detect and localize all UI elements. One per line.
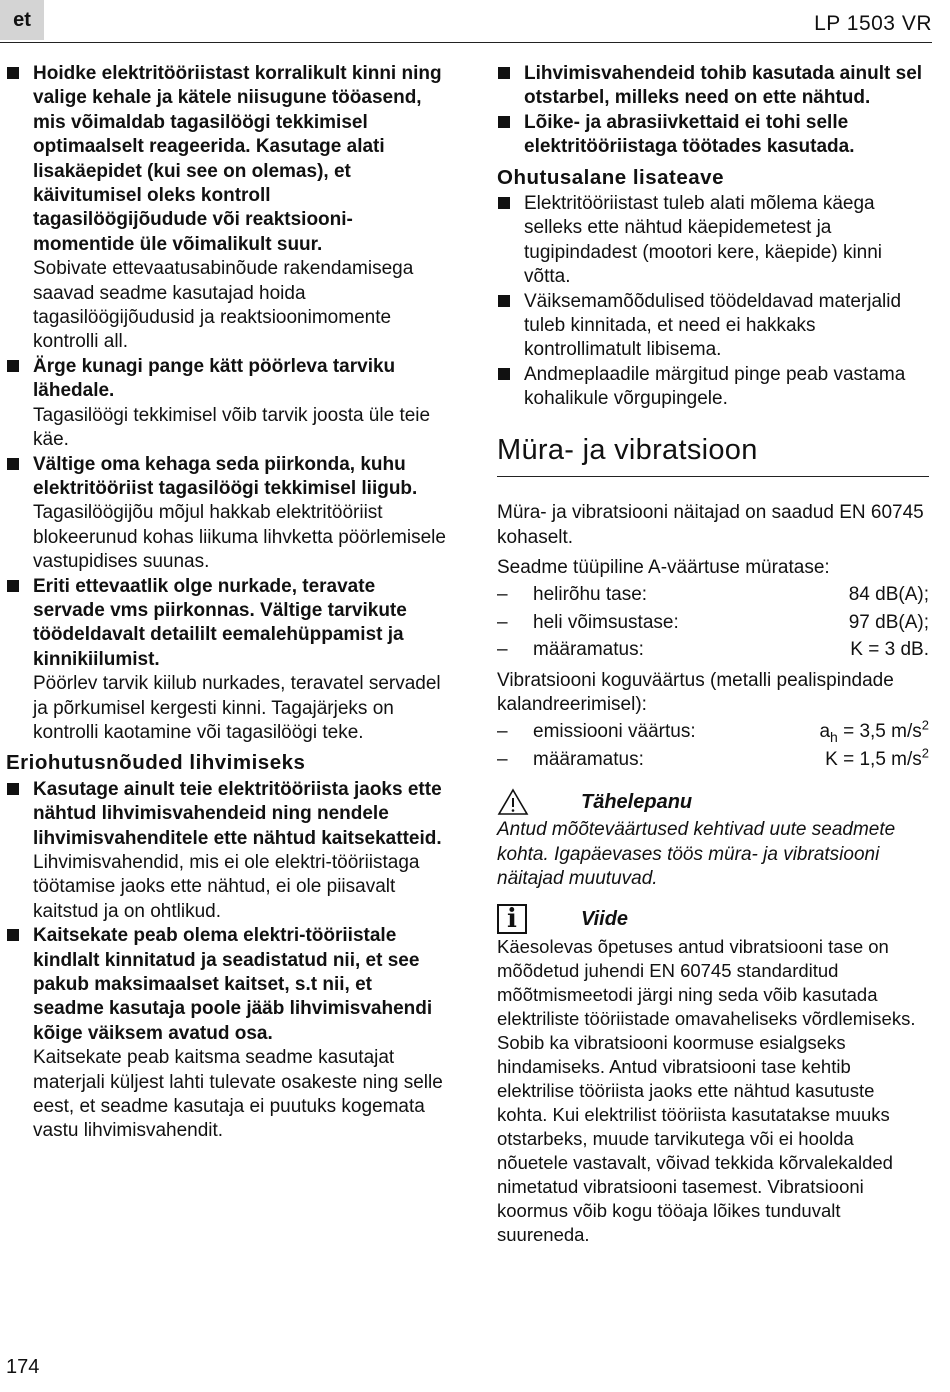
list-item [497, 192, 929, 290]
value-number: K = 1,5 m/s [825, 748, 922, 770]
bullet-square-icon [7, 929, 19, 941]
item-bold-text: Hoidke elektritööriistast korralikult kinni ning valige kehale ja kätele niisugune tööasend, mis võimaldab tagasilöögi tekkimisel optimaalselt reageerida. Kasutage alati lisakäepidet (kui see on olemas), et käivitumisel oleks kontroll tagasilöögijõudude või reaktsiooni-momentide üle võimalikult suur. [33, 63, 442, 255]
bullet-square-icon [7, 580, 19, 592]
note-title: Viide [581, 908, 629, 931]
item-text: Tagasilöögijõu mõjul hakkab elektritööriist blokeerunud kohas liikuma lihvketta pöörlemisele vastupidises suunas. [33, 502, 446, 573]
vibration-value [819, 720, 929, 744]
caution-title: Tähelepanu [581, 790, 693, 813]
bullet-square-icon [498, 116, 510, 128]
list-item [497, 111, 929, 160]
list-item [497, 62, 929, 111]
paragraph: Seadme tüüpiline A-väärtuse müratase: [497, 556, 830, 578]
left-column [6, 62, 446, 1144]
dash: – [497, 611, 508, 633]
vibration-value [825, 745, 929, 772]
item-bold-text: Ärge kunagi pange kätt pöörleva tarviku lähedale. [33, 355, 396, 402]
list-item [6, 924, 446, 1144]
item-bold-text: Kaitsekate peab olema elektri-tööriistale kindlalt kinnitatud ja seadistatud nii, et see pakub maksimaalset kaitset, s.t nii, et seadme kasutaja poole jääb lihvimisvahendi kõige väiksem avatud osa. [33, 925, 433, 1044]
bullet-square-icon [7, 360, 19, 372]
list-item [6, 453, 446, 575]
noise-label: helirõhu tase: [533, 584, 648, 606]
info-icon-letter: i [497, 904, 527, 934]
bullet-square-icon [498, 368, 510, 380]
value-superscript: 2 [921, 745, 929, 761]
value-number: = 3,5 m/s [837, 721, 922, 743]
noise-row [497, 611, 929, 635]
bullet-square-icon [498, 295, 510, 307]
item-text: Pöörlev tarvik kiilub nurkades, teravatel servadel ja põrkumisel kergesti kinni. Tagajärjeks on kontrolli kaotamine või tagasilöögi teke. [33, 673, 441, 743]
dash: – [497, 748, 508, 770]
right-column [497, 62, 929, 1247]
model-number: LP 1503 VR [814, 12, 932, 35]
language-tab: et [0, 0, 44, 40]
noise-row [497, 583, 929, 607]
caution-header [497, 786, 929, 818]
vibration-row [497, 745, 929, 772]
page-number: 174 [6, 1356, 40, 1378]
dash: – [497, 584, 508, 606]
bullet-square-icon [498, 197, 510, 209]
noise-value: 97 dB(A); [848, 611, 929, 633]
warning-triangle-icon [497, 788, 581, 816]
note-header [497, 903, 929, 935]
item-text: Väiksemamõõdulised töödeldavad materjalid tuleb kinnitada, et need ei hakkaks kontrollimatult libisema. [524, 290, 902, 361]
bullet-square-icon [7, 458, 19, 470]
paragraph: Müra- ja vibratsiooni näitajad on saadud EN 60745 kohaselt. [497, 502, 924, 548]
section-subheading: Ohutusalane lisateave [497, 165, 724, 189]
item-text: Elektritööriistast tuleb alati mõlema käega selleks ette nähtud käepidemetest ja tugipindadest (mootori kere, käepide) kinni võtta. [524, 193, 883, 288]
bullet-square-icon [7, 67, 19, 79]
list-item [6, 355, 446, 453]
vibration-label: määramatus: [533, 748, 644, 770]
section-heading: Müra- ja vibratsioon [497, 438, 929, 477]
noise-row [497, 638, 929, 662]
vibration-label: emissiooni väärtus: [533, 721, 696, 743]
dash: – [497, 639, 508, 661]
caution-text: Antud mõõteväärtused kehtivad uute seadmete kohta. Igapäevases töös müra- ja vibratsiooni näitajad muutuvad. [497, 819, 896, 889]
noise-value: K = 3 dB. [850, 639, 929, 661]
info-icon [497, 904, 581, 934]
section-subheading: Eriohutusnõuded lihvimiseks [6, 751, 306, 775]
item-bold-text: Lõike- ja abrasiivkettaid ei tohi selle elektritööriistaga töötades kasutada. [524, 111, 855, 158]
bullet-square-icon [7, 783, 19, 795]
dash: – [497, 721, 508, 743]
list-item [6, 62, 446, 355]
noise-value: 84 dB(A); [848, 584, 929, 606]
value-prefix: a [819, 721, 831, 743]
vibration-row [497, 720, 929, 744]
value-superscript: 2 [921, 718, 929, 734]
list-item [6, 575, 446, 746]
item-text: Kaitsekate peab kaitsma seadme kasutajat materjali küljest lahti tulevate osakeste ning selle eest, et seadme kasutaja ei puutuks kogemata vastu lihvimisvahendit. [33, 1047, 443, 1142]
item-bold-text: Kasutage ainult teie elektritööriista jaoks ette nähtud lihvimisvahendeid ning nendele lihvimisvahenditele ette nähtud kaitsekatteid. [33, 778, 442, 849]
bullet-square-icon [498, 67, 510, 79]
item-text: Andmeplaadile märgitud pinge peab vastama kohalikule võrgupingele. [524, 363, 906, 410]
noise-label: heli võimsustase: [533, 611, 679, 633]
noise-label: määramatus: [533, 639, 644, 661]
item-bold-text: Vältige oma kehaga seda piirkonda, kuhu elektritööriist tagasilöögi tekkimisel liigub. [33, 453, 418, 499]
list-item [497, 290, 929, 363]
note-text: Käesolevas õpetuses antud vibratsiooni tase on mõõdetud juhendi EN 60745 standarditud mõõtmismeetodi järgi ning seda võib kasutada elektriliste tööriistade omavaheliseks võrdlemiseks. Sobib ka vibratsiooni koormuse esialgseks hindamiseks. Antud vibratsiooni tase kehtib elektrilise tööriista jaoks ette nähtud kasutuste kohta. Kui elektrilist tööriista kasutatakse muuks otstarbeks, muude tarvikutega või ei hoolda nõuetele vastavalt, võivad tekkida kõrvalekalded nimetatud vibratsiooni tasemest. Vibratsiooni koormus võib kogu tööaja lõikes tunduvalt suureneda. [497, 936, 916, 1246]
list-item [497, 363, 929, 412]
item-text: Sobivate ettevaatusabinõude rakendamisega saavad seadme kasutajad hoida tagasilöögijõudusid ja reaktsioonimomente kontrolli all. [33, 258, 414, 353]
item-text: Lihvimisvahendid, mis ei ole elektri-tööriistaga töötamise jaoks ette nähtud, ei ole piisavalt kaitstud ja on ohtlikud. [33, 852, 420, 922]
item-text: Tagasilöögi tekkimisel võib tarvik joosta üle teie käe. [33, 404, 431, 451]
value-subscript: h [830, 729, 838, 746]
list-item [6, 778, 446, 924]
item-bold-text: Lihvimisvahendeid tohib kasutada ainult sel otstarbel, milleks need on ette nähtud. [524, 63, 923, 109]
paragraph: Vibratsiooni koguväärtus (metalli pealispindade kalandreerimisel): [497, 669, 894, 715]
header-divider [0, 42, 932, 43]
item-bold-text: Eriti ettevaatlik olge nurkade, teravate servade vms piirkonnas. Vältige tarvikute töödeldavalt detaililt eemalehüppamist ja kinnikiilumist. [33, 575, 407, 670]
